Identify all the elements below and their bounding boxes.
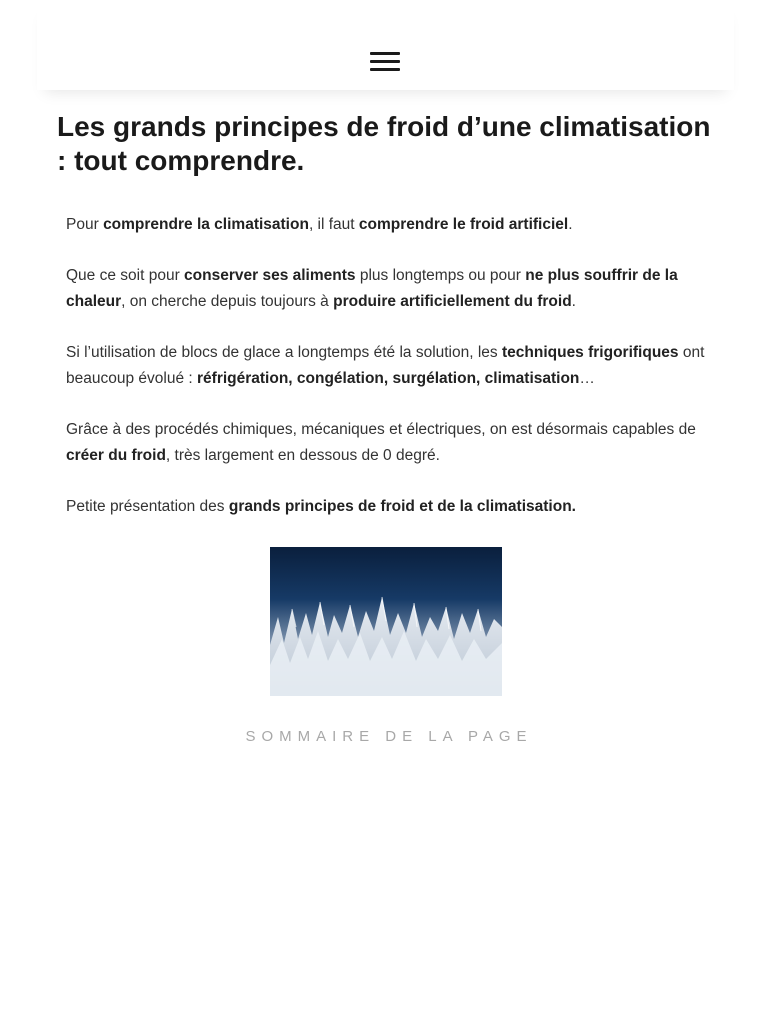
text: , on cherche depuis toujours à (121, 293, 334, 310)
text: , très largement en dessous de 0 degré. (165, 447, 440, 464)
bold-text: comprendre la climatisation (103, 216, 309, 233)
paragraph-techniques (66, 340, 706, 392)
paragraph-presentation (66, 494, 706, 520)
article-body (66, 212, 706, 545)
bold-text: produire artificiellement du froid (333, 293, 572, 310)
paragraph-conservation (66, 263, 706, 315)
text: Que ce soit pour (66, 267, 185, 284)
bold-text: grands principes de froid et de la climatisation. (228, 498, 576, 515)
hamburger-menu-icon[interactable] (368, 50, 402, 76)
header-bar (37, 0, 734, 90)
bold-text: techniques frigorifiques (501, 344, 679, 361)
bold-text: créer du froid (66, 447, 166, 464)
text: Pour (66, 216, 104, 233)
text: . (571, 293, 576, 310)
text: , il faut (308, 216, 359, 233)
text: . (568, 216, 573, 233)
text: plus longtemps ou pour (355, 267, 526, 284)
menu-line (370, 68, 400, 71)
bold-text: ne plus souffrir de la chaleur (66, 267, 678, 310)
bold-text: réfrigération, congélation, surgélation, climatisation (197, 370, 580, 387)
text: Grâce à des procédés chimiques, mécaniques et électriques, on est désormais capables de (66, 421, 696, 438)
ice-crystals-image (270, 547, 502, 696)
page-title: Les grands principes de froid d’une climatisation : tout comprendre. (57, 111, 711, 176)
bold-text: conserver ses aliments (184, 267, 356, 284)
menu-line (370, 52, 400, 55)
page-summary-toggle[interactable]: SOMMAIRE DE LA PAGE (245, 728, 533, 745)
paragraph-intro (66, 212, 706, 238)
text: Si l’utilisation de blocs de glace a longtemps été la solution, les (66, 344, 502, 361)
text: … (579, 370, 595, 387)
text: Petite présentation des (66, 498, 229, 515)
paragraph-procedes (66, 417, 706, 469)
menu-line (370, 60, 400, 63)
bold-text: comprendre le froid artificiel (358, 216, 569, 233)
text: ont beaucoup évolué : (66, 344, 705, 387)
